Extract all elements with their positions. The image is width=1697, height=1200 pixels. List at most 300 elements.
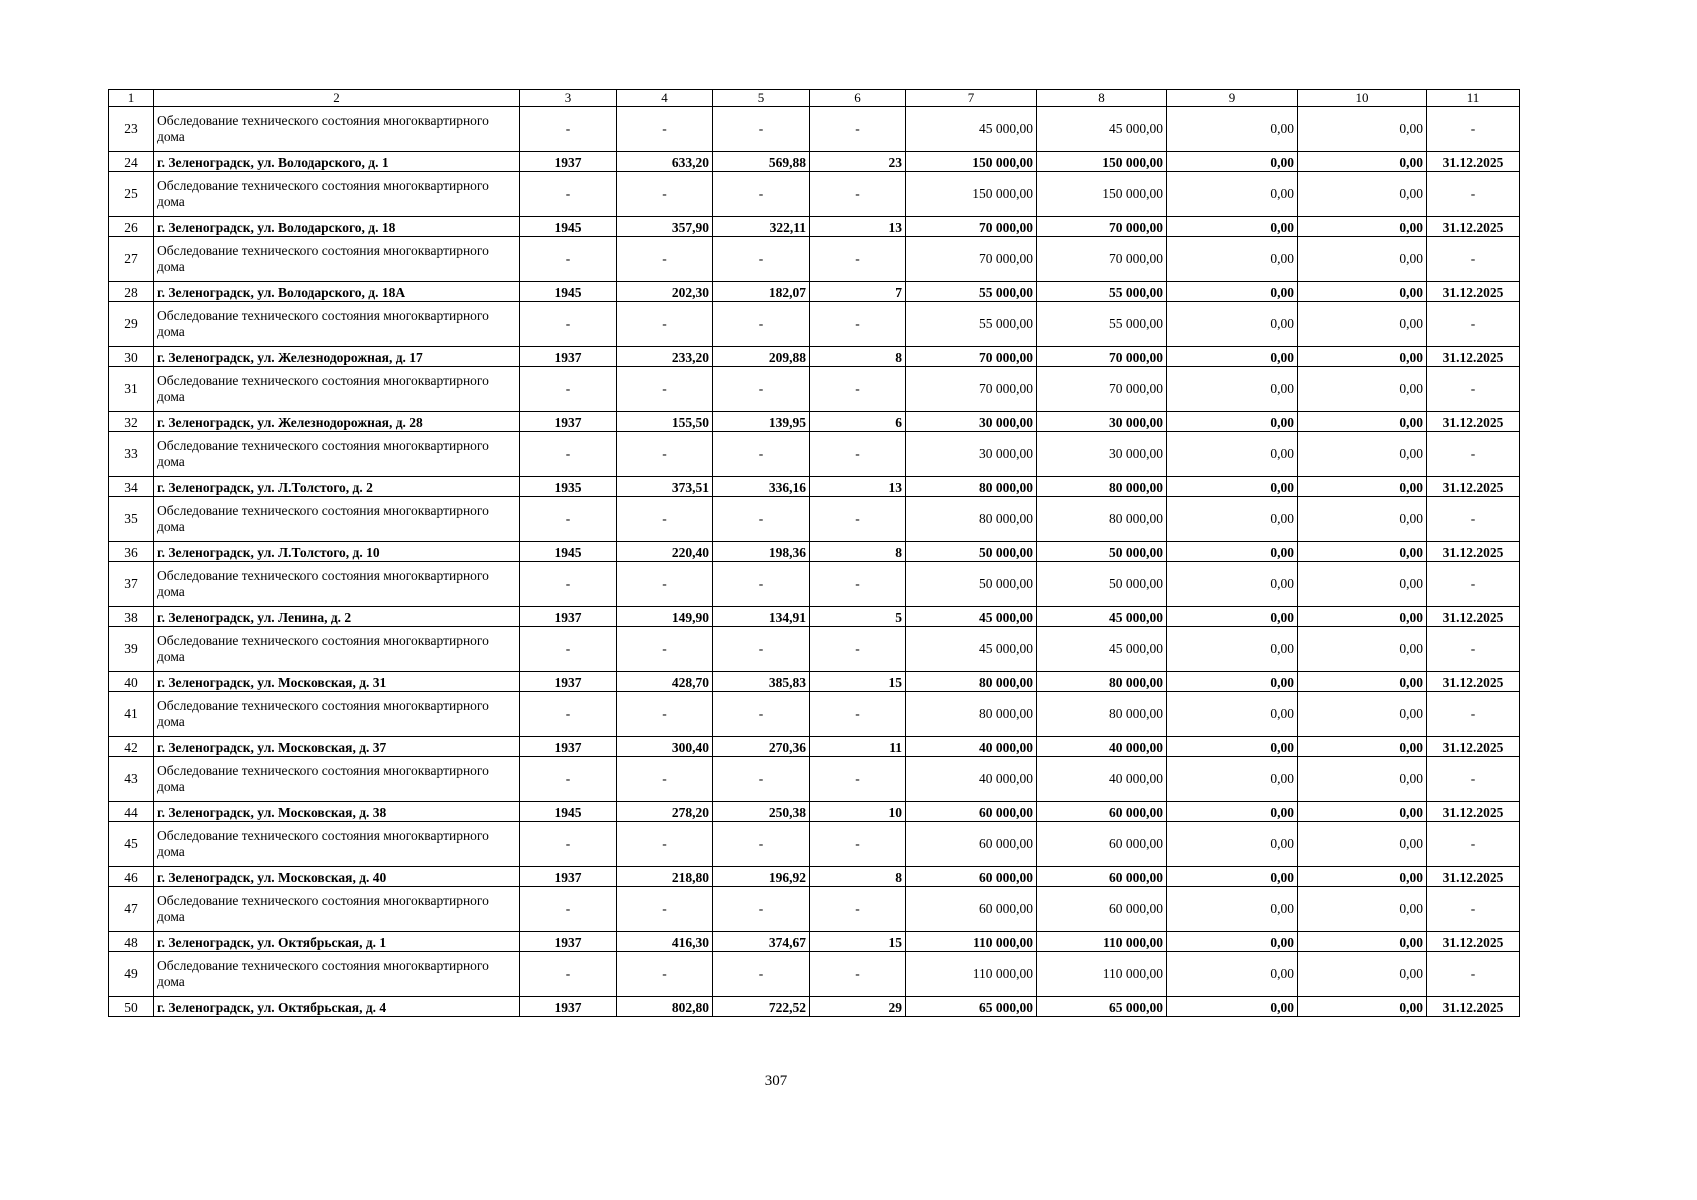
col-7-cell: 60 000,00 bbox=[906, 822, 1037, 867]
year-cell: - bbox=[520, 172, 617, 217]
col-7-cell: 150 000,00 bbox=[906, 152, 1037, 172]
col-7-cell: 70 000,00 bbox=[906, 367, 1037, 412]
year-cell: 1945 bbox=[520, 282, 617, 302]
row-number-cell: 37 bbox=[109, 562, 154, 607]
col-4-cell: - bbox=[617, 367, 713, 412]
col-7-cell: 60 000,00 bbox=[906, 887, 1037, 932]
col-5-cell: 569,88 bbox=[713, 152, 810, 172]
year-cell: - bbox=[520, 887, 617, 932]
col-7-cell: 45 000,00 bbox=[906, 607, 1037, 627]
col-9-cell: 0,00 bbox=[1167, 672, 1298, 692]
col-7-cell: 60 000,00 bbox=[906, 867, 1037, 887]
col-5-cell: - bbox=[713, 497, 810, 542]
col-9-cell: 0,00 bbox=[1167, 692, 1298, 737]
col-5-cell: 385,83 bbox=[713, 672, 810, 692]
col-8-cell: 70 000,00 bbox=[1037, 347, 1167, 367]
col-10-cell: 0,00 bbox=[1298, 627, 1427, 672]
col-6-cell: 23 bbox=[810, 152, 906, 172]
col-10-cell: 0,00 bbox=[1298, 562, 1427, 607]
col-5-cell: 722,52 bbox=[713, 997, 810, 1017]
col-9-cell: 0,00 bbox=[1167, 497, 1298, 542]
address-row bbox=[109, 412, 1520, 432]
row-number-cell: 33 bbox=[109, 432, 154, 477]
description-cell: Обследование технического состояния многоквартирного дома bbox=[154, 237, 520, 282]
col-9-cell: 0,00 bbox=[1167, 367, 1298, 412]
row-number-cell: 48 bbox=[109, 932, 154, 952]
col-9-cell: 0,00 bbox=[1167, 607, 1298, 627]
description-cell: г. Зеленоградск, ул. Железнодорожная, д. 28 bbox=[154, 412, 520, 432]
col-9-cell: 0,00 bbox=[1167, 217, 1298, 237]
description-cell: Обследование технического состояния многоквартирного дома bbox=[154, 302, 520, 347]
year-cell: - bbox=[520, 237, 617, 282]
col-4-cell: - bbox=[617, 822, 713, 867]
col-10-cell: 0,00 bbox=[1298, 952, 1427, 997]
row-number-cell: 42 bbox=[109, 737, 154, 757]
deadline-cell: - bbox=[1427, 952, 1520, 997]
col-6-cell: 8 bbox=[810, 347, 906, 367]
col-8-cell: 50 000,00 bbox=[1037, 542, 1167, 562]
deadline-cell: 31.12.2025 bbox=[1427, 997, 1520, 1017]
deadline-cell: 31.12.2025 bbox=[1427, 867, 1520, 887]
column-header: 1 bbox=[109, 90, 154, 107]
row-number-cell: 40 bbox=[109, 672, 154, 692]
col-8-cell: 80 000,00 bbox=[1037, 497, 1167, 542]
year-cell: - bbox=[520, 302, 617, 347]
col-4-cell: 357,90 bbox=[617, 217, 713, 237]
col-6-cell: 10 bbox=[810, 802, 906, 822]
deadline-cell: 31.12.2025 bbox=[1427, 282, 1520, 302]
col-10-cell: 0,00 bbox=[1298, 757, 1427, 802]
description-cell: Обследование технического состояния многоквартирного дома bbox=[154, 497, 520, 542]
col-4-cell: 802,80 bbox=[617, 997, 713, 1017]
col-8-cell: 80 000,00 bbox=[1037, 692, 1167, 737]
deadline-cell: - bbox=[1427, 237, 1520, 282]
col-7-cell: 110 000,00 bbox=[906, 952, 1037, 997]
year-cell: - bbox=[520, 107, 617, 152]
year-cell: 1937 bbox=[520, 867, 617, 887]
col-4-cell: - bbox=[617, 172, 713, 217]
description-cell: г. Зеленоградск, ул. Московская, д. 31 bbox=[154, 672, 520, 692]
column-header: 4 bbox=[617, 90, 713, 107]
col-9-cell: 0,00 bbox=[1167, 302, 1298, 347]
col-7-cell: 70 000,00 bbox=[906, 347, 1037, 367]
col-4-cell: 155,50 bbox=[617, 412, 713, 432]
description-cell: г. Зеленоградск, ул. Московская, д. 37 bbox=[154, 737, 520, 757]
col-9-cell: 0,00 bbox=[1167, 627, 1298, 672]
col-5-cell: - bbox=[713, 237, 810, 282]
col-4-cell: - bbox=[617, 952, 713, 997]
col-7-cell: 65 000,00 bbox=[906, 997, 1037, 1017]
col-6-cell: - bbox=[810, 887, 906, 932]
col-10-cell: 0,00 bbox=[1298, 867, 1427, 887]
work-row bbox=[109, 172, 1520, 217]
col-6-cell: 11 bbox=[810, 737, 906, 757]
year-cell: - bbox=[520, 497, 617, 542]
address-row bbox=[109, 217, 1520, 237]
work-row bbox=[109, 432, 1520, 477]
deadline-cell: 31.12.2025 bbox=[1427, 737, 1520, 757]
col-10-cell: 0,00 bbox=[1298, 542, 1427, 562]
col-8-cell: 110 000,00 bbox=[1037, 952, 1167, 997]
deadline-cell: - bbox=[1427, 562, 1520, 607]
col-5-cell: - bbox=[713, 692, 810, 737]
col-6-cell: - bbox=[810, 172, 906, 217]
col-9-cell: 0,00 bbox=[1167, 172, 1298, 217]
address-row bbox=[109, 607, 1520, 627]
col-6-cell: - bbox=[810, 822, 906, 867]
col-5-cell: 198,36 bbox=[713, 542, 810, 562]
col-6-cell: - bbox=[810, 367, 906, 412]
row-number-cell: 45 bbox=[109, 822, 154, 867]
col-10-cell: 0,00 bbox=[1298, 672, 1427, 692]
year-cell: 1937 bbox=[520, 672, 617, 692]
col-6-cell: 7 bbox=[810, 282, 906, 302]
description-cell: Обследование технического состояния многоквартирного дома bbox=[154, 107, 520, 152]
col-10-cell: 0,00 bbox=[1298, 607, 1427, 627]
col-5-cell: 322,11 bbox=[713, 217, 810, 237]
col-7-cell: 50 000,00 bbox=[906, 562, 1037, 607]
col-10-cell: 0,00 bbox=[1298, 932, 1427, 952]
row-number-cell: 46 bbox=[109, 867, 154, 887]
col-9-cell: 0,00 bbox=[1167, 477, 1298, 497]
work-row bbox=[109, 952, 1520, 997]
col-4-cell: - bbox=[617, 562, 713, 607]
col-8-cell: 70 000,00 bbox=[1037, 217, 1167, 237]
description-cell: г. Зеленоградск, ул. Володарского, д. 18А bbox=[154, 282, 520, 302]
col-7-cell: 70 000,00 bbox=[906, 237, 1037, 282]
col-5-cell: 209,88 bbox=[713, 347, 810, 367]
col-7-cell: 110 000,00 bbox=[906, 932, 1037, 952]
deadline-cell: - bbox=[1427, 432, 1520, 477]
col-6-cell: - bbox=[810, 302, 906, 347]
description-cell: г. Зеленоградск, ул. Л.Толстого, д. 2 bbox=[154, 477, 520, 497]
col-4-cell: - bbox=[617, 887, 713, 932]
year-cell: 1937 bbox=[520, 932, 617, 952]
col-9-cell: 0,00 bbox=[1167, 997, 1298, 1017]
row-number-cell: 23 bbox=[109, 107, 154, 152]
col-8-cell: 80 000,00 bbox=[1037, 672, 1167, 692]
col-7-cell: 30 000,00 bbox=[906, 432, 1037, 477]
work-row bbox=[109, 237, 1520, 282]
deadline-cell: - bbox=[1427, 627, 1520, 672]
col-8-cell: 150 000,00 bbox=[1037, 172, 1167, 217]
col-4-cell: - bbox=[617, 757, 713, 802]
col-4-cell: - bbox=[617, 497, 713, 542]
row-number-cell: 26 bbox=[109, 217, 154, 237]
col-6-cell: 5 bbox=[810, 607, 906, 627]
col-7-cell: 50 000,00 bbox=[906, 542, 1037, 562]
col-5-cell: - bbox=[713, 107, 810, 152]
col-6-cell: 8 bbox=[810, 542, 906, 562]
page-number: 307 bbox=[764, 1073, 788, 1089]
address-row bbox=[109, 152, 1520, 172]
col-4-cell: - bbox=[617, 692, 713, 737]
deadline-cell: - bbox=[1427, 367, 1520, 412]
col-4-cell: 218,80 bbox=[617, 867, 713, 887]
work-row bbox=[109, 562, 1520, 607]
row-number-cell: 41 bbox=[109, 692, 154, 737]
col-4-cell: - bbox=[617, 627, 713, 672]
row-number-cell: 47 bbox=[109, 887, 154, 932]
year-cell: - bbox=[520, 562, 617, 607]
col-6-cell: - bbox=[810, 692, 906, 737]
address-row bbox=[109, 672, 1520, 692]
work-row bbox=[109, 367, 1520, 412]
col-8-cell: 30 000,00 bbox=[1037, 412, 1167, 432]
col-9-cell: 0,00 bbox=[1167, 542, 1298, 562]
column-header: 10 bbox=[1298, 90, 1427, 107]
year-cell: - bbox=[520, 822, 617, 867]
description-cell: Обследование технического состояния многоквартирного дома bbox=[154, 887, 520, 932]
work-row bbox=[109, 887, 1520, 932]
description-cell: г. Зеленоградск, ул. Московская, д. 38 bbox=[154, 802, 520, 822]
col-6-cell: - bbox=[810, 757, 906, 802]
col-10-cell: 0,00 bbox=[1298, 692, 1427, 737]
year-cell: 1937 bbox=[520, 412, 617, 432]
year-cell: - bbox=[520, 952, 617, 997]
col-5-cell: - bbox=[713, 952, 810, 997]
col-4-cell: 220,40 bbox=[617, 542, 713, 562]
year-cell: - bbox=[520, 757, 617, 802]
year-cell: 1945 bbox=[520, 542, 617, 562]
column-header: 5 bbox=[713, 90, 810, 107]
col-9-cell: 0,00 bbox=[1167, 932, 1298, 952]
column-header: 9 bbox=[1167, 90, 1298, 107]
col-10-cell: 0,00 bbox=[1298, 367, 1427, 412]
col-10-cell: 0,00 bbox=[1298, 282, 1427, 302]
col-7-cell: 45 000,00 bbox=[906, 107, 1037, 152]
deadline-cell: 31.12.2025 bbox=[1427, 347, 1520, 367]
col-7-cell: 80 000,00 bbox=[906, 672, 1037, 692]
col-7-cell: 80 000,00 bbox=[906, 477, 1037, 497]
row-number-cell: 29 bbox=[109, 302, 154, 347]
col-4-cell: 373,51 bbox=[617, 477, 713, 497]
deadline-cell: - bbox=[1427, 887, 1520, 932]
col-10-cell: 0,00 bbox=[1298, 152, 1427, 172]
col-10-cell: 0,00 bbox=[1298, 997, 1427, 1017]
col-5-cell: - bbox=[713, 432, 810, 477]
col-5-cell: - bbox=[713, 367, 810, 412]
col-6-cell: 29 bbox=[810, 997, 906, 1017]
col-9-cell: 0,00 bbox=[1167, 952, 1298, 997]
col-8-cell: 60 000,00 bbox=[1037, 822, 1167, 867]
col-10-cell: 0,00 bbox=[1298, 432, 1427, 477]
col-8-cell: 45 000,00 bbox=[1037, 107, 1167, 152]
col-8-cell: 60 000,00 bbox=[1037, 867, 1167, 887]
work-row bbox=[109, 497, 1520, 542]
col-5-cell: 134,91 bbox=[713, 607, 810, 627]
col-7-cell: 150 000,00 bbox=[906, 172, 1037, 217]
year-cell: 1937 bbox=[520, 152, 617, 172]
column-header: 11 bbox=[1427, 90, 1520, 107]
work-row bbox=[109, 302, 1520, 347]
col-5-cell: 250,38 bbox=[713, 802, 810, 822]
description-cell: г. Зеленоградск, ул. Железнодорожная, д. 17 bbox=[154, 347, 520, 367]
col-5-cell: - bbox=[713, 887, 810, 932]
col-8-cell: 30 000,00 bbox=[1037, 432, 1167, 477]
deadline-cell: - bbox=[1427, 822, 1520, 867]
col-10-cell: 0,00 bbox=[1298, 347, 1427, 367]
col-6-cell: - bbox=[810, 107, 906, 152]
deadline-cell: - bbox=[1427, 302, 1520, 347]
deadline-cell: 31.12.2025 bbox=[1427, 217, 1520, 237]
col-9-cell: 0,00 bbox=[1167, 737, 1298, 757]
col-7-cell: 80 000,00 bbox=[906, 497, 1037, 542]
col-4-cell: 633,20 bbox=[617, 152, 713, 172]
col-4-cell: - bbox=[617, 432, 713, 477]
col-8-cell: 45 000,00 bbox=[1037, 627, 1167, 672]
col-9-cell: 0,00 bbox=[1167, 562, 1298, 607]
year-cell: - bbox=[520, 367, 617, 412]
description-cell: г. Зеленоградск, ул. Л.Толстого, д. 10 bbox=[154, 542, 520, 562]
address-row bbox=[109, 737, 1520, 757]
col-7-cell: 30 000,00 bbox=[906, 412, 1037, 432]
col-8-cell: 40 000,00 bbox=[1037, 737, 1167, 757]
col-6-cell: 15 bbox=[810, 672, 906, 692]
col-4-cell: 149,90 bbox=[617, 607, 713, 627]
col-8-cell: 50 000,00 bbox=[1037, 562, 1167, 607]
row-number-cell: 30 bbox=[109, 347, 154, 367]
deadline-cell: - bbox=[1427, 107, 1520, 152]
work-row bbox=[109, 107, 1520, 152]
col-8-cell: 150 000,00 bbox=[1037, 152, 1167, 172]
column-header: 3 bbox=[520, 90, 617, 107]
col-8-cell: 80 000,00 bbox=[1037, 477, 1167, 497]
description-cell: Обследование технического состояния многоквартирного дома bbox=[154, 757, 520, 802]
col-10-cell: 0,00 bbox=[1298, 477, 1427, 497]
col-6-cell: - bbox=[810, 952, 906, 997]
col-8-cell: 60 000,00 bbox=[1037, 887, 1167, 932]
col-6-cell: - bbox=[810, 562, 906, 607]
year-cell: 1937 bbox=[520, 347, 617, 367]
col-4-cell: - bbox=[617, 237, 713, 282]
col-4-cell: 278,20 bbox=[617, 802, 713, 822]
col-7-cell: 80 000,00 bbox=[906, 692, 1037, 737]
col-9-cell: 0,00 bbox=[1167, 152, 1298, 172]
col-8-cell: 55 000,00 bbox=[1037, 282, 1167, 302]
col-10-cell: 0,00 bbox=[1298, 737, 1427, 757]
col-6-cell: 8 bbox=[810, 867, 906, 887]
row-number-cell: 43 bbox=[109, 757, 154, 802]
column-number-row bbox=[109, 90, 1520, 107]
description-cell: Обследование технического состояния многоквартирного дома bbox=[154, 692, 520, 737]
col-5-cell: - bbox=[713, 757, 810, 802]
col-10-cell: 0,00 bbox=[1298, 107, 1427, 152]
description-cell: Обследование технического состояния многоквартирного дома bbox=[154, 952, 520, 997]
col-9-cell: 0,00 bbox=[1167, 347, 1298, 367]
col-7-cell: 70 000,00 bbox=[906, 217, 1037, 237]
col-4-cell: 416,30 bbox=[617, 932, 713, 952]
col-10-cell: 0,00 bbox=[1298, 172, 1427, 217]
description-cell: г. Зеленоградск, ул. Володарского, д. 1 bbox=[154, 152, 520, 172]
col-10-cell: 0,00 bbox=[1298, 302, 1427, 347]
address-row bbox=[109, 282, 1520, 302]
col-9-cell: 0,00 bbox=[1167, 107, 1298, 152]
description-cell: Обследование технического состояния многоквартирного дома bbox=[154, 172, 520, 217]
col-8-cell: 110 000,00 bbox=[1037, 932, 1167, 952]
column-header: 7 bbox=[906, 90, 1037, 107]
col-9-cell: 0,00 bbox=[1167, 757, 1298, 802]
row-number-cell: 49 bbox=[109, 952, 154, 997]
address-row bbox=[109, 347, 1520, 367]
col-9-cell: 0,00 bbox=[1167, 432, 1298, 477]
col-7-cell: 40 000,00 bbox=[906, 757, 1037, 802]
deadline-cell: - bbox=[1427, 172, 1520, 217]
deadline-cell: 31.12.2025 bbox=[1427, 672, 1520, 692]
col-6-cell: 15 bbox=[810, 932, 906, 952]
year-cell: 1937 bbox=[520, 997, 617, 1017]
row-number-cell: 31 bbox=[109, 367, 154, 412]
deadline-cell: - bbox=[1427, 692, 1520, 737]
year-cell: 1945 bbox=[520, 802, 617, 822]
deadline-cell: 31.12.2025 bbox=[1427, 477, 1520, 497]
year-cell: - bbox=[520, 692, 617, 737]
col-9-cell: 0,00 bbox=[1167, 867, 1298, 887]
col-8-cell: 40 000,00 bbox=[1037, 757, 1167, 802]
col-7-cell: 45 000,00 bbox=[906, 627, 1037, 672]
address-row bbox=[109, 802, 1520, 822]
col-8-cell: 55 000,00 bbox=[1037, 302, 1167, 347]
row-number-cell: 50 bbox=[109, 997, 154, 1017]
year-cell: 1937 bbox=[520, 607, 617, 627]
address-row bbox=[109, 477, 1520, 497]
col-7-cell: 40 000,00 bbox=[906, 737, 1037, 757]
col-5-cell: 374,67 bbox=[713, 932, 810, 952]
column-header: 6 bbox=[810, 90, 906, 107]
col-7-cell: 55 000,00 bbox=[906, 282, 1037, 302]
col-7-cell: 60 000,00 bbox=[906, 802, 1037, 822]
col-5-cell: 270,36 bbox=[713, 737, 810, 757]
row-number-cell: 28 bbox=[109, 282, 154, 302]
deadline-cell: 31.12.2025 bbox=[1427, 802, 1520, 822]
deadline-cell: 31.12.2025 bbox=[1427, 542, 1520, 562]
col-10-cell: 0,00 bbox=[1298, 412, 1427, 432]
col-5-cell: - bbox=[713, 302, 810, 347]
col-10-cell: 0,00 bbox=[1298, 237, 1427, 282]
year-cell: 1935 bbox=[520, 477, 617, 497]
col-9-cell: 0,00 bbox=[1167, 412, 1298, 432]
col-9-cell: 0,00 bbox=[1167, 282, 1298, 302]
col-6-cell: 6 bbox=[810, 412, 906, 432]
col-8-cell: 70 000,00 bbox=[1037, 237, 1167, 282]
col-6-cell: - bbox=[810, 432, 906, 477]
col-7-cell: 55 000,00 bbox=[906, 302, 1037, 347]
description-cell: Обследование технического состояния многоквартирного дома bbox=[154, 627, 520, 672]
col-5-cell: 196,92 bbox=[713, 867, 810, 887]
work-row bbox=[109, 757, 1520, 802]
col-8-cell: 65 000,00 bbox=[1037, 997, 1167, 1017]
year-cell: - bbox=[520, 432, 617, 477]
address-row bbox=[109, 997, 1520, 1017]
description-cell: Обследование технического состояния многоквартирного дома bbox=[154, 822, 520, 867]
address-row bbox=[109, 932, 1520, 952]
col-5-cell: - bbox=[713, 172, 810, 217]
column-header: 8 bbox=[1037, 90, 1167, 107]
row-number-cell: 35 bbox=[109, 497, 154, 542]
col-8-cell: 60 000,00 bbox=[1037, 802, 1167, 822]
year-cell: 1937 bbox=[520, 737, 617, 757]
deadline-cell: 31.12.2025 bbox=[1427, 412, 1520, 432]
row-number-cell: 36 bbox=[109, 542, 154, 562]
deadline-cell: 31.12.2025 bbox=[1427, 607, 1520, 627]
col-4-cell: - bbox=[617, 107, 713, 152]
col-10-cell: 0,00 bbox=[1298, 497, 1427, 542]
col-9-cell: 0,00 bbox=[1167, 822, 1298, 867]
work-row bbox=[109, 627, 1520, 672]
description-cell: г. Зеленоградск, ул. Октябрьская, д. 4 bbox=[154, 997, 520, 1017]
works-table bbox=[108, 89, 1520, 1017]
row-number-cell: 25 bbox=[109, 172, 154, 217]
